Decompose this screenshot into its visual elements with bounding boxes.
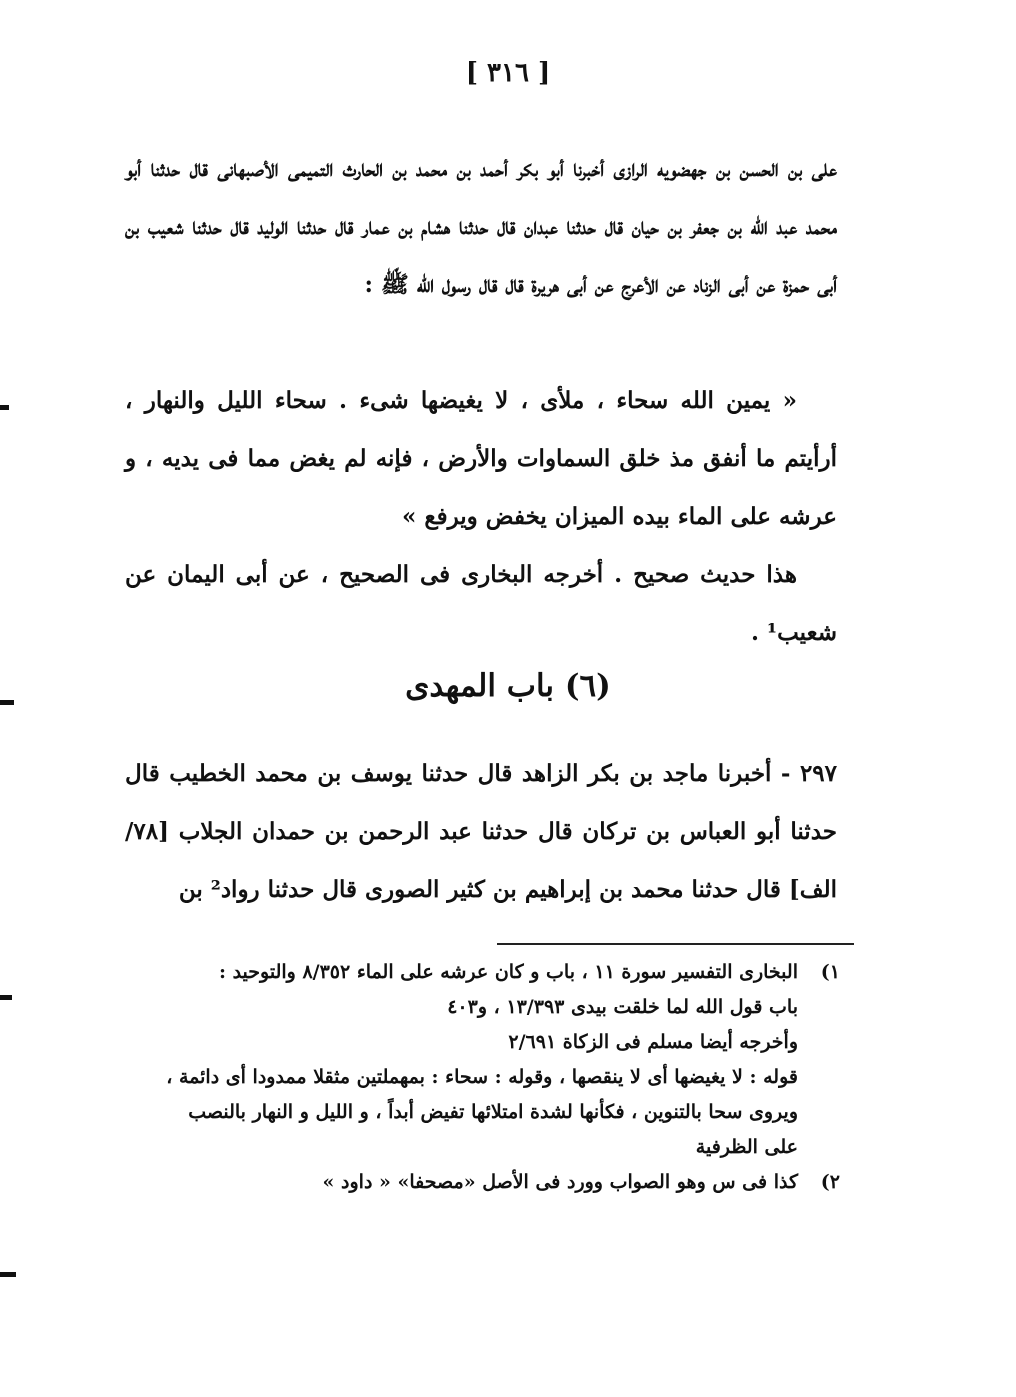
scan-edge-mark bbox=[0, 405, 9, 410]
footnote-divider bbox=[497, 943, 854, 945]
footnote-number: ١) bbox=[820, 961, 840, 983]
paragraph-hadith-297 bbox=[125, 745, 837, 919]
paragraph-text: « يمين الله سحاء ، ملأى ، لا يغيضها شىء . سحاء الليل والنهار ، أرأيتم ما أنفق مذ خلق السماوات والأرض ، فإنه لم يغض مما فى يديه ، و عرشه على الماء بيده الميزان يخفض ويرفع » bbox=[125, 387, 837, 530]
section-heading: (٦) باب المهدى bbox=[405, 668, 611, 704]
footnote-line: على الظرفية bbox=[695, 1136, 798, 1158]
footnote-body bbox=[110, 1165, 798, 1200]
scan-edge-mark bbox=[0, 1272, 16, 1277]
page-number: [ ٣١٦ ] bbox=[465, 58, 551, 88]
paragraph-text: هذا حديث صحيح . أخرجه البخارى فى الصحيح ، عن أبى اليمان عن شعيب¹ . bbox=[125, 561, 837, 646]
paragraph-isnad-intro bbox=[125, 140, 837, 314]
footnote-line: البخارى التفسير سورة ١١ ، باب و كان عرشه على الماء ٨/٣٥٢ والتوحيد : bbox=[218, 961, 798, 983]
footnote-body bbox=[110, 955, 798, 1165]
paragraph-hadith-text bbox=[125, 372, 837, 546]
scan-edge-mark bbox=[0, 995, 12, 1000]
footnotes-section bbox=[110, 955, 840, 1200]
footnote-line: كذا فى س وهو الصواب وورد فى الأصل «مصحفا» « داود » bbox=[322, 1171, 798, 1193]
footnote-line: ويروى سحا بالتنوين ، فكأنها لشدة امتلائها تفيض أبداً ، و الليل و النهار بالنصب bbox=[188, 1101, 798, 1123]
paragraph-text: على بن الحسن بن جهضويه الرازى أخبرنا أبو بكر أحمد بن محمد بن الحارث التميمى الأصبهانى قال حدثنا أبو محمد عبد الله بن جعفر بن حيان قال حدثنا عبدان قال حدثنا هشام بن عمار قال حدثنا الوليد قال حدثنا شعيب بن أبى حمزة عن أبى الزناد عن الأعرج عن أبى هريرة قال قال رسول الله ﷺ : bbox=[125, 155, 837, 298]
footnote-line: باب قول الله لما خلقت بيدى ١٣/٣٩٣ ، و٤٠٣ bbox=[447, 996, 798, 1018]
footnote-1 bbox=[110, 955, 840, 1165]
footnote-2 bbox=[110, 1165, 840, 1200]
footnote-line: قوله : لا يغيضها أى لا ينقصها ، وقوله : سحاء : بمهملتين مثقلا ممدودا أى دائمة ، bbox=[166, 1066, 798, 1088]
scan-edge-mark bbox=[0, 700, 14, 705]
footnote-line: وأخرجه أيضا مسلم فى الزكاة ٢/٦٩١ bbox=[508, 1031, 798, 1053]
paragraph-text: ٢٩٧ - أخبرنا ماجد بن بكر الزاهد قال حدثنا يوسف بن محمد الخطيب قال حدثنا أبو العباس بن تركان قال حدثنا عبد الرحمن بن حمدان الجلاب [٧٨/ الف] قال حدثنا محمد بن إبراهيم بن كثير الصورى قال حدثنا رواد² بن bbox=[125, 760, 837, 903]
paragraph-verdict bbox=[125, 546, 837, 662]
footnote-number: ٢) bbox=[820, 1171, 840, 1193]
